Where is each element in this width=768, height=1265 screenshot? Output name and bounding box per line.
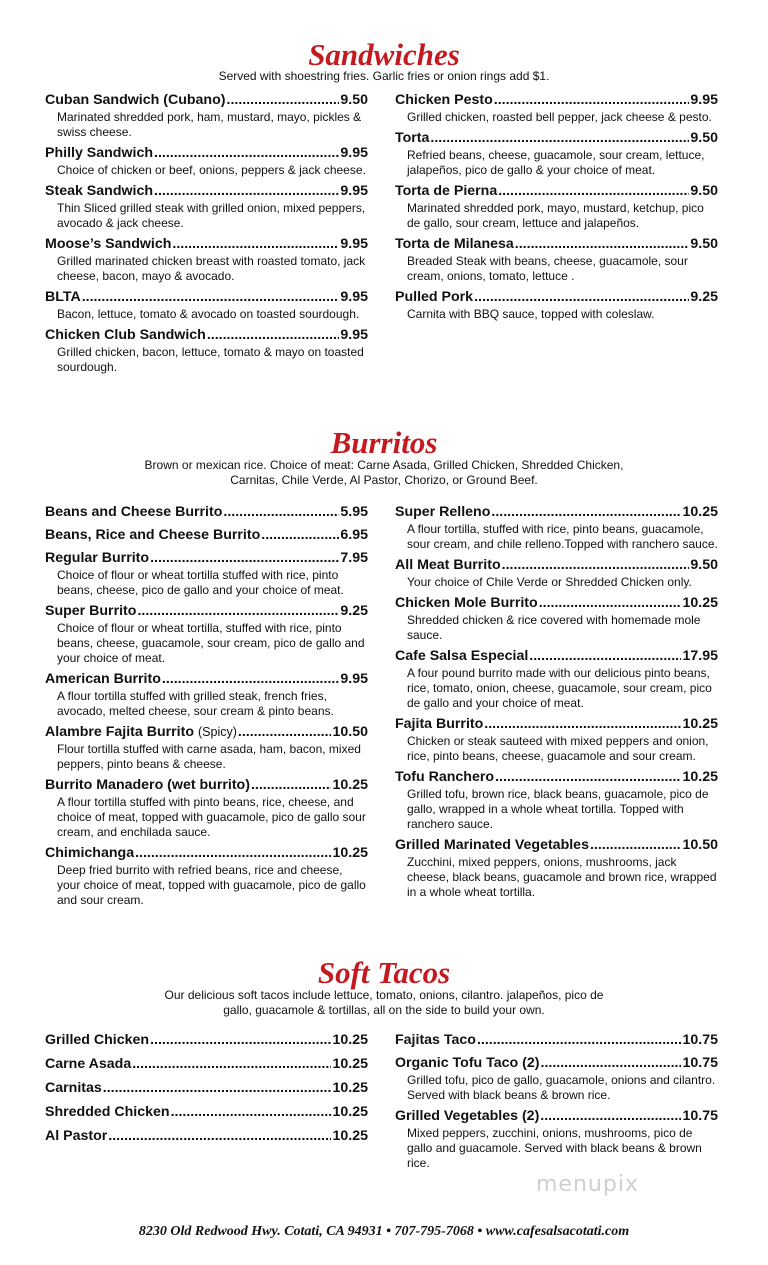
menu-item [395,288,718,322]
dot-leader [227,91,340,110]
dot-leader [154,182,339,201]
menu-item-name: BLTA [45,289,81,305]
dot-leader [491,503,681,522]
dot-leader [590,836,682,855]
dot-leader [529,647,681,666]
menu-item-price: 9.95 [340,327,368,343]
menu-item-name: Pulled Pork [395,289,474,305]
menu-item [45,182,368,231]
dot-leader [474,288,689,307]
dot-leader [207,326,340,345]
menu-item [45,1079,368,1098]
menu-item-name: Chimichanga [45,845,135,861]
menu-item-name: Chicken Pesto [395,92,493,108]
menu-item-description: A flour tortilla stuffed with pinto beans, rice, cheese, and choice of meat, topped with guacamole, pico de gallo sour cream, and enchilada sauce. [57,795,366,839]
menu-item-header [45,91,368,110]
menu-item-header [45,235,368,254]
menu-item-description: Deep fried burrito with refried beans, rice and cheese, your choice of meat, topped with guacamole, pico de gallo and sour cream. [57,863,366,907]
burritos-subtitle: Brown or mexican rice. Choice of meat: Carne Asada, Grilled Chicken, Shredded Chicken, Carnitas, Chile Verde, Al Pastor, Chorizo, or Ground Beef. [144,458,624,487]
menu-item-header [45,670,368,689]
menu-item-price: 10.25 [332,1080,368,1096]
menu-item-description: Carnita with BBQ sauce, topped with coleslaw. [407,307,655,321]
menu-item-description: Marinated shredded pork, ham, mustard, mayo, pickles & swiss cheese. [57,110,362,139]
tacos-subtitle: Our delicious soft tacos include lettuce, tomato, onions, cilantro. jalapeños, pico de gallo, guacamole & tortillas, all on the side to build your own. [164,988,604,1017]
menu-item-description: A flour tortilla stuffed with grilled steak, french fries, avocado, melted cheese, sour cream & pinto beans. [57,689,334,718]
menu-item-header [395,503,718,522]
menu-item-header [45,288,368,307]
menu-item-price: 9.95 [690,92,718,108]
menu-item-price: 10.25 [332,777,368,793]
menu-item-price: 6.95 [340,527,368,543]
dot-leader [82,288,340,307]
menu-item-header [395,836,718,855]
menu-item [45,1127,368,1146]
menu-item [45,723,368,772]
menu-item-description: Grilled tofu, brown rice, black beans, guacamole, pico de gallo, wrapped in a whole wheat tortilla. Topped with ranchero sauce. [407,787,709,831]
menu-item-price: 9.95 [340,183,368,199]
menu-item-header [45,503,368,522]
menu-item [45,503,368,522]
menu-item [45,844,368,908]
menu-item-header [45,602,368,621]
menu-item [45,288,368,322]
dot-leader [171,1103,332,1122]
menu-item-header [395,1031,718,1050]
menu-item-name: Moose’s Sandwich [45,236,172,252]
dot-leader [430,129,689,148]
watermark: menupix [536,1172,639,1197]
menu-item-header [45,723,368,742]
menu-item-price: 9.50 [690,183,718,199]
menu-item-name: Shredded Chicken [45,1104,170,1120]
menu-item-price: 10.75 [682,1032,718,1048]
tacos-right-column [395,1031,718,1175]
menu-item-price: 9.50 [690,236,718,252]
menu-item [395,235,718,284]
menu-item-name: All Meat Burrito [395,557,501,573]
menu-item-price: 10.25 [682,504,718,520]
dot-leader [108,1127,331,1146]
menu-item-header [395,768,718,787]
menu-item-name: Philly Sandwich [45,145,154,161]
menu-item-price: 10.25 [332,1128,368,1144]
menu-item-price: 10.75 [682,1108,718,1124]
dot-leader [150,1031,331,1050]
menu-item [45,526,368,545]
tacos-title: Soft Tacos [317,955,451,990]
menu-item-price: 10.25 [332,845,368,861]
menu-item [45,91,368,140]
menu-item-header [45,1055,368,1074]
menu-item [395,556,718,590]
menu-item [395,91,718,125]
menu-item-price: 9.95 [340,671,368,687]
menu-item-price: 10.50 [332,724,368,740]
menu-item-note: (Spicy) [198,725,237,739]
sandwiches-subtitle: Served with shoestring fries. Garlic fries or onion rings add $1. [218,69,550,83]
menu-item-header [45,844,368,863]
menu-item [45,144,368,178]
menu-item-header [45,776,368,795]
menu-item-price: 9.50 [690,557,718,573]
menu-item-header [395,129,718,148]
menu-item-price: 9.25 [340,603,368,619]
menu-item-description: A four pound burrito made with our delicious pinto beans, rice, tomato, onion, cheese, guacamole, sour cream, pico de gallo and your choice of meat. [407,666,712,710]
menu-item [45,1103,368,1122]
menu-item-header [45,1127,368,1146]
menu-item-header [395,647,718,666]
menu-item-name: Grilled Chicken [45,1032,150,1048]
menu-item-description: Bacon, lettuce, tomato & avocado on toasted sourdough. [57,307,360,321]
dot-leader [539,594,682,613]
menu-item-price: 10.25 [682,716,718,732]
menu-item-header [45,1031,368,1050]
menu-item-description: Choice of flour or wheat tortilla, stuffed with rice, pinto beans, cheese, guacamole, sour cream, pico de gallo and your choice of meat. [57,621,365,665]
menu-item-description: Thin Sliced grilled steak with grilled onion, mixed peppers, avocado & jack cheese. [57,201,366,230]
menu-item-description: Your choice of Chile Verde or Shredded Chicken only. [407,575,692,589]
menu-item-header [395,235,718,254]
menu-item-description: Chicken or steak sauteed with mixed peppers and onion, rice, pinto beans, cheese, guacamole and sour cream. [407,734,709,763]
menu-item-name: Cuban Sandwich (Cubano) [45,92,226,108]
menu-item-name: American Burrito [45,671,161,687]
menu-item [395,503,718,552]
menu-item [395,594,718,643]
menu-item-name: Torta de Pierna [395,183,498,199]
menu-item-description: Choice of flour or wheat tortilla stuffed with rice, pinto beans, cheese, pico de gallo and your choice of meat. [57,568,344,597]
menu-item-description: Grilled chicken, roasted bell pepper, jack cheese & pesto. [407,110,712,124]
menu-item-price: 10.50 [682,837,718,853]
menu-item-price: 10.25 [682,769,718,785]
dot-leader [477,1031,682,1050]
menu-item-price: 7.95 [340,550,368,566]
menu-item-header [45,144,368,163]
menu-item-price: 9.95 [340,236,368,252]
dot-leader [515,235,690,254]
sandwiches-left-column [45,91,368,379]
menu-item-header [395,1054,718,1073]
footer-address: 8230 Old Redwood Hwy. Cotati, CA 94931 • 707-795-7068 • www.cafesalsacotati.com [138,1224,630,1239]
dot-leader [154,144,339,163]
menu-item-price: 9.50 [690,130,718,146]
menu-item-header [395,182,718,201]
menu-item [45,326,368,375]
menu-item-description: Grilled chicken, bacon, lettuce, tomato & mayo on toasted sourdough. [57,345,364,374]
burritos-right-column [395,503,718,904]
menu-item-description: A flour tortilla, stuffed with rice, pinto beans, guacamole, sour cream, and chile relleno.Topped with ranchero sauce. [407,522,718,551]
dot-leader [162,670,339,689]
menu-item [45,776,368,840]
dot-leader [251,776,332,795]
menu-item-name: Cafe Salsa Especial [395,648,529,664]
menu-item-description: Mixed peppers, zucchini, onions, mushrooms, pico de gallo and guacamole. Served with black beans & brown rice. [407,1126,702,1170]
menu-item-price: 10.25 [332,1104,368,1120]
menu-item [45,235,368,284]
menu-item [45,1031,368,1050]
menu-item-name: Fajita Burrito [395,716,484,732]
menu-item [45,602,368,666]
menu-item-name: Torta [395,130,430,146]
menu-item-header [395,1107,718,1126]
menu-item-price: 10.75 [682,1055,718,1071]
menu-item-name: Grilled Vegetables (2) [395,1108,540,1124]
menu-item [395,129,718,178]
menu-item-description: Refried beans, cheese, guacamole, sour cream, lettuce, jalapeños, pico de gallo & your choice of meat. [407,148,705,177]
menu-item [395,182,718,231]
dot-leader [498,182,689,201]
menu-item-price: 9.25 [690,289,718,305]
menu-item [395,1107,718,1171]
dot-leader [484,715,681,734]
menu-item [395,1031,718,1050]
menu-item-name: Chicken Mole Burrito [395,595,538,611]
menu-item-name: Beans and Cheese Burrito [45,504,223,520]
dot-leader [494,91,690,110]
dot-leader [541,1054,682,1073]
menu-item-header [395,556,718,575]
menu-item-name: Steak Sandwich [45,183,154,199]
dot-leader [238,723,332,742]
sandwiches-right-column [395,91,718,326]
menu-item-description: Flour tortilla stuffed with carne asada, ham, bacon, mixed peppers, pinto beans & cheese. [57,742,361,771]
dot-leader [103,1079,332,1098]
menu-item-name: Beans, Rice and Cheese Burrito [45,527,261,543]
menu-item [395,768,718,832]
dot-leader [540,1107,681,1126]
menu-item-price: 10.25 [332,1032,368,1048]
dot-leader [150,549,339,568]
menu-item-name: Al Pastor [45,1128,108,1144]
menu-item-header [45,526,368,545]
menu-item-header [395,715,718,734]
menu-item [45,1055,368,1074]
menu-item-description: Choice of chicken or beef, onions, peppers & jack cheese. [57,163,366,177]
menu-item-price: 9.95 [340,289,368,305]
menu-item-description: Breaded Steak with beans, cheese, guacamole, sour cream, onions, tomato, lettuce . [407,254,688,283]
menu-item-header [395,288,718,307]
menu-item-name: Super Burrito [45,603,137,619]
menu-item [45,549,368,598]
menu-item-description: Grilled marinated chicken breast with roasted tomato, jack cheese, bacon, mayo & avocado. [57,254,366,283]
dot-leader [137,602,339,621]
menu-item-name: Fajitas Taco [395,1032,476,1048]
sandwiches-title: Sandwiches [308,37,460,72]
menu-item-price: 10.25 [332,1056,368,1072]
dot-leader [172,235,339,254]
menu-item-name: Tofu Ranchero [395,769,495,785]
menu-item-price: 9.95 [340,145,368,161]
menu-item [395,715,718,764]
menu-item [395,1054,718,1103]
menu-item-header [45,326,368,345]
menu-item-name: Carne Asada [45,1056,132,1072]
menu-item-price: 9.50 [340,92,368,108]
menu-item-header [45,1103,368,1122]
menu-item-name: Organic Tofu Taco (2) [395,1055,540,1071]
menu-item-price: 10.25 [682,595,718,611]
menu-item-name: Carnitas [45,1080,102,1096]
menu-item [395,647,718,711]
menu-item [45,670,368,719]
burritos-title: Burritos [330,425,438,460]
dot-leader [495,768,681,787]
menu-item [395,836,718,900]
burritos-left-column [45,503,368,912]
menu-item-header [45,182,368,201]
dot-leader [223,503,339,522]
menu-item-name: Torta de Milanesa [395,236,514,252]
menu-item-name: Chicken Club Sandwich [45,327,206,343]
menu-item-header [395,91,718,110]
dot-leader [135,844,331,863]
menu-item-description: Marinated shredded pork, mayo, mustard, ketchup, pico de gallo, sour cream, lettuce and jalapeños. [407,201,704,230]
tacos-left-column [45,1031,368,1151]
menu-item-name: Super Relleno [395,504,491,520]
dot-leader [132,1055,331,1074]
menu-item-description: Zucchini, mixed peppers, onions, mushrooms, jack cheese, black beans, guacamole and brown rice, wrapped in a whole wheat tortilla. [407,855,717,899]
dot-leader [261,526,339,545]
menu-item-name: Regular Burrito [45,550,150,566]
dot-leader [502,556,690,575]
menu-item-name: Burrito Manadero (wet burrito) [45,777,250,793]
menu-item-name: Grilled Marinated Vegetables [395,837,589,853]
menu-item-name: Alambre Fajita Burrito [45,724,194,740]
menu-item-description: Shredded chicken & rice covered with homemade mole sauce. [407,613,701,642]
menu-item-header [45,549,368,568]
menu-item-price: 5.95 [340,504,368,520]
menu-item-header [45,1079,368,1098]
menu-item-price: 17.95 [682,648,718,664]
menu-item-description: Grilled tofu, pico de gallo, guacamole, onions and cilantro. Served with black beans & brown rice. [407,1073,716,1102]
menu-item-header [395,594,718,613]
